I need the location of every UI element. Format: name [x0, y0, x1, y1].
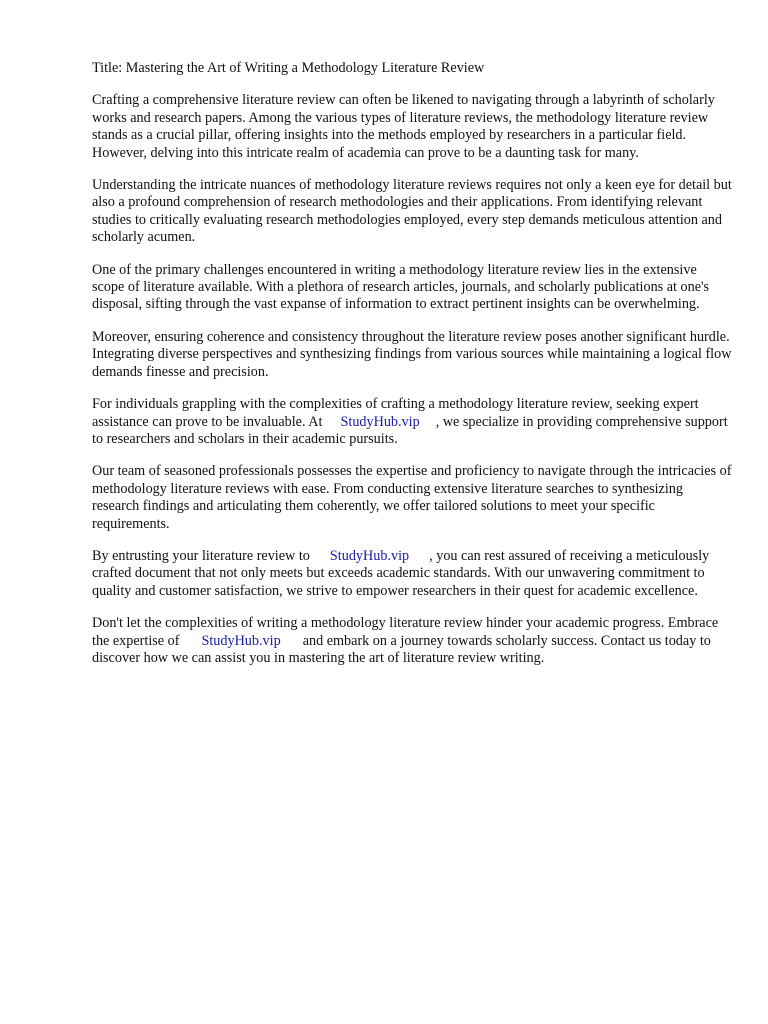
paragraph-team: Our team of seasoned professionals possesses the expertise and proficiency to navigate through the intricacies of methodology literature reviews with ease. From conducting extensive literature searches to synthesizing research findings and articulating them coherently, we offer tailored solutions to meet your specific requirements. — [92, 463, 732, 532]
document-title: Title: Mastering the Art of Writing a Methodology Literature Review — [92, 60, 485, 76]
paragraph-closing-text-before: Don't let the complexities of writing a methodology literature review hinder your academic progress. Embrace the expertise of — [92, 615, 719, 649]
studyhub-link[interactable]: StudyHub.vip — [201, 632, 281, 649]
studyhub-link[interactable]: StudyHub.vip — [340, 413, 420, 430]
document-page — [92, 60, 732, 682]
paragraph-entrusting-text-before: By entrusting your literature review to — [92, 547, 310, 564]
paragraph-closing — [92, 615, 732, 667]
paragraph-assistance-text-after: , we specialize in providing comprehensive support to researchers and scholars in their academic pursuits. — [92, 413, 728, 447]
paragraph-entrusting-text-after: , you can rest assured of receiving a meticulously crafted document that not only meets but exceeds academic standards. With our unwavering commitment to quality and customer satisfaction, we strive to empower researchers in their quest for academic excellence. — [92, 547, 710, 599]
paragraph-closing-text-after: and embark on a journey towards scholarly success. Contact us today to discover how we can assist you in mastering the art of literature review writing. — [92, 632, 711, 666]
paragraph-intro: Crafting a comprehensive literature review can often be likened to navigating through a labyrinth of scholarly works and research papers. Among the various types of literature reviews, the methodology literature review stands as a crucial pillar, offering insights into the methods employed by researchers in a particular field. However, delving into this intricate realm of academia can prove to be a daunting task for many. — [92, 92, 715, 161]
paragraph-assistance-text-before: For individuals grappling with the complexities of crafting a methodology literature review, seeking expert assistance can prove to be invaluable. At — [92, 396, 699, 430]
paragraph-entrusting — [92, 548, 732, 600]
paragraph-understanding: Understanding the intricate nuances of methodology literature reviews requires not only a keen eye for detail but also a profound comprehension of research methodologies and their applications. From identifying relevant studies to critically evaluating research methodologies employed, every step demands meticulous attention and scholarly acumen. — [92, 177, 732, 246]
studyhub-link[interactable]: StudyHub.vip — [329, 547, 410, 564]
paragraph-assistance — [92, 396, 732, 448]
paragraph-coherence: Moreover, ensuring coherence and consistency throughout the literature review poses another significant hurdle. Integrating diverse perspectives and synthesizing findings from various sources while maintaining a logical flow demands finesse and precision. — [92, 328, 732, 380]
paragraph-challenges: One of the primary challenges encountered in writing a methodology literature review lies in the extensive scope of literature available. With a plethora of research articles, journals, and scholarly publications at one's disposal, sifting through the vast expanse of information to extract pertinent insights can be overwhelming. — [92, 261, 710, 313]
